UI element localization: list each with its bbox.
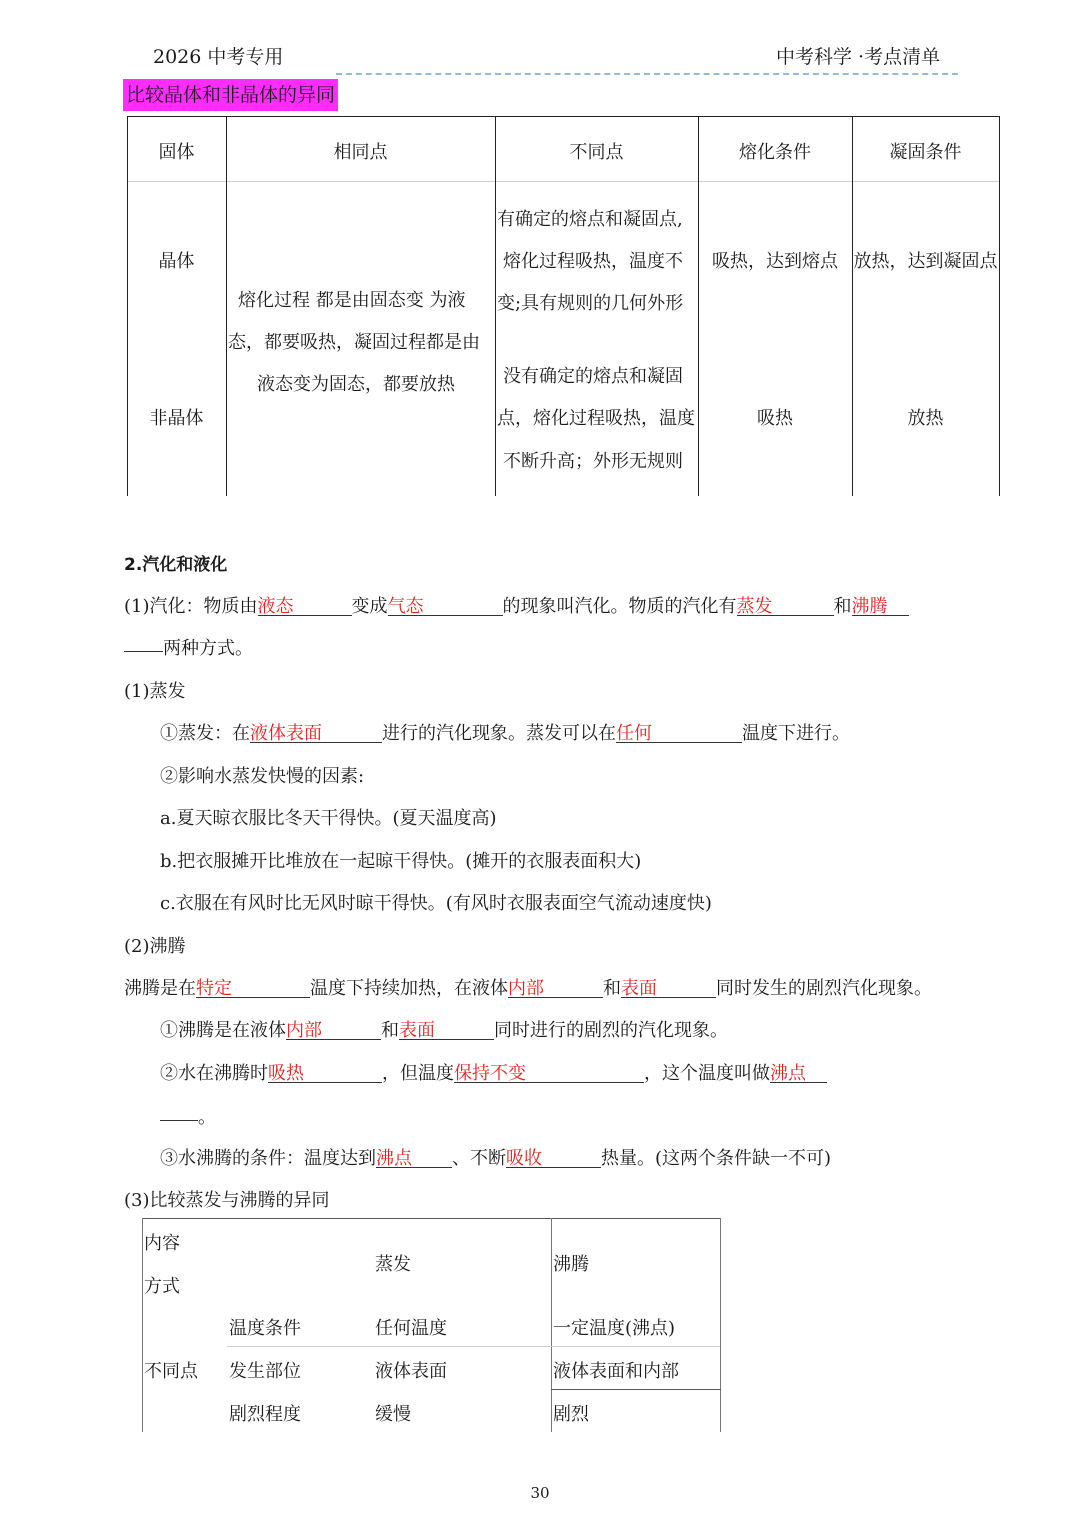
answer: 气态 bbox=[387, 596, 424, 617]
amorphous-label: 非晶体 bbox=[149, 408, 204, 429]
table1-top-border bbox=[127, 116, 1000, 117]
table1-header-solid: 固体 bbox=[158, 142, 195, 163]
table2-row-label: 发生部位 bbox=[229, 1361, 301, 1382]
answer: 内部 bbox=[508, 978, 544, 999]
boiling-point-3: ③水沸腾的条件：温度达到沸点 、不断吸收 热量。(这两个条件缺一不可) bbox=[160, 1144, 831, 1170]
boiling-point-2: ②水在沸腾时吸热 ，但温度保持不变 ，这个温度叫做沸点 bbox=[160, 1059, 827, 1085]
table2-row-label: 剧烈程度 bbox=[229, 1404, 301, 1425]
table1-header-diff: 不同点 bbox=[569, 142, 624, 163]
answer: 特定 bbox=[196, 978, 232, 999]
same-point-line: 熔化过程 都是由固态变 为液 bbox=[238, 290, 466, 311]
boiling-point-1: ①沸腾是在液体内部 和表面 同时进行的剧烈的汽化现象。 bbox=[160, 1016, 728, 1042]
boiling-point-2-cont: 。 bbox=[198, 1107, 216, 1128]
crystal-solidify-condition: 放热，达到凝固点 bbox=[853, 251, 998, 272]
answer: 沸腾 bbox=[851, 596, 888, 617]
header-left: 2026 中考专用 bbox=[153, 46, 284, 68]
table2-corner-bottom: 方式 bbox=[144, 1276, 180, 1297]
section-banner: 比较晶体和非晶体的异同 bbox=[123, 79, 338, 111]
crystal-diff-line: 熔化过程吸热，温度不 bbox=[503, 251, 683, 272]
answer: 任何 bbox=[616, 723, 652, 744]
table2-cell: 任何温度 bbox=[375, 1318, 447, 1339]
table2-cell: 缓慢 bbox=[375, 1404, 411, 1425]
amorphous-melt-condition: 吸热 bbox=[757, 408, 793, 429]
answer: 表面 bbox=[399, 1020, 435, 1041]
evaporation-factor-a: a.夏天晾衣服比冬天干得快。(夏天温度高) bbox=[160, 808, 497, 829]
crystal-label: 晶体 bbox=[158, 251, 195, 272]
crystal-melt-condition: 吸热，达到熔点 bbox=[712, 251, 838, 272]
same-point-line: 态，都要吸热，凝固过程都是由 bbox=[228, 332, 480, 353]
evaporation-factor-b: b.把衣服摊开比堆放在一起晾干得快。(摊开的衣服表面积大) bbox=[160, 851, 642, 872]
answer: 沸点 bbox=[770, 1063, 806, 1084]
boiling-intro: 沸腾是在特定 温度下持续加热，在液体内部 和表面 同时发生的剧烈汽化现象。 bbox=[124, 974, 932, 1000]
answer: 吸收 bbox=[506, 1148, 542, 1169]
vaporization-definition-cont: 两种方式。 bbox=[163, 638, 253, 659]
amorphous-diff-line: 没有确定的熔点和凝固 bbox=[503, 366, 683, 387]
answer: 液体表面 bbox=[250, 723, 322, 744]
table2-header-evaporation: 蒸发 bbox=[375, 1254, 411, 1275]
answer: 内部 bbox=[286, 1020, 322, 1041]
table2-cell: 液体表面和内部 bbox=[553, 1361, 679, 1382]
table1-header-melt: 熔化条件 bbox=[739, 142, 811, 163]
amorphous-diff-line: 不断升高；外形无规则 bbox=[503, 451, 683, 472]
answer: 表面 bbox=[621, 978, 657, 999]
boiling-title: (2)沸腾 bbox=[124, 936, 186, 957]
section-title: 2.汽化和液化 bbox=[124, 555, 228, 575]
answer: 沸点 bbox=[376, 1148, 412, 1169]
crystal-diff-line: 有确定的熔点和凝固点, bbox=[497, 209, 683, 230]
evaporation-factor-c: c.衣服在有风时比无风时晾干得快。(有风时衣服表面空气流动速度快) bbox=[160, 893, 712, 914]
table2-group-label: 不同点 bbox=[144, 1361, 198, 1382]
table2-header-boiling: 沸腾 bbox=[553, 1254, 589, 1275]
table2-corner-top: 内容 bbox=[144, 1233, 180, 1254]
vaporization-definition: (1)汽化：物质由液态 变成气态 的现象叫汽化。物质的汽化有蒸发 和沸腾 bbox=[124, 592, 909, 618]
amorphous-solidify-condition: 放热 bbox=[907, 408, 944, 429]
answer: 液态 bbox=[257, 596, 294, 617]
same-point-line: 液态变为固态，都要放热 bbox=[257, 374, 455, 395]
compare-title: (3)比较蒸发与沸腾的异同 bbox=[124, 1190, 330, 1211]
table2-cell: 剧烈 bbox=[553, 1404, 589, 1425]
answer: 保持不变 bbox=[454, 1063, 526, 1084]
header-right: 中考科学 ·考点清单 bbox=[776, 46, 941, 68]
page-number: 30 bbox=[530, 1484, 550, 1502]
header-divider bbox=[336, 73, 958, 75]
table2-cell: 一定温度(沸点) bbox=[553, 1318, 676, 1339]
table1-header-same: 相同点 bbox=[333, 142, 388, 163]
table1-header-divider bbox=[127, 181, 1000, 182]
amorphous-diff-line: 点，熔化过程吸热，温度 bbox=[497, 408, 695, 429]
table2-row-label: 温度条件 bbox=[229, 1318, 301, 1339]
table2-cell: 液体表面 bbox=[375, 1361, 447, 1382]
table1-header-solidify: 凝固条件 bbox=[889, 142, 962, 163]
crystal-diff-line: 变;具有规则的几何外形 bbox=[497, 293, 684, 314]
answer: 蒸发 bbox=[736, 596, 773, 617]
answer: 吸热 bbox=[268, 1063, 304, 1084]
evaporation-point-2: ②影响水蒸发快慢的因素: bbox=[160, 766, 365, 787]
evaporation-point-1: ①蒸发：在液体表面 进行的汽化现象。蒸发可以在任何 温度下进行。 bbox=[160, 719, 850, 745]
evaporation-title: (1)蒸发 bbox=[124, 681, 186, 702]
